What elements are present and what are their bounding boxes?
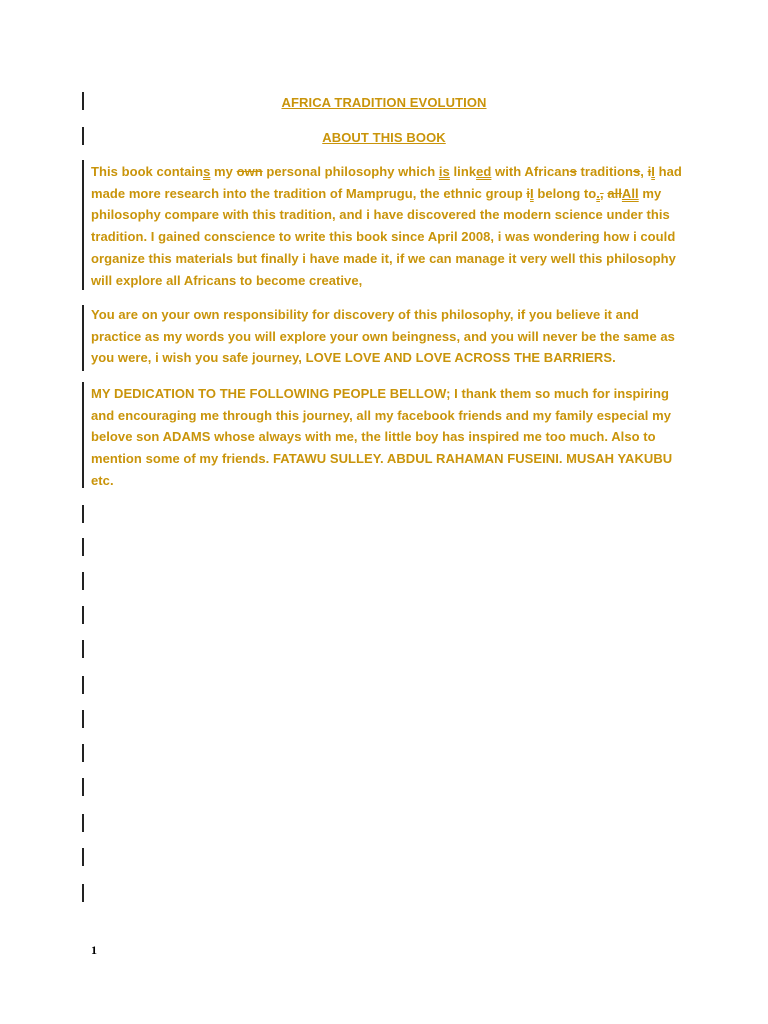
change-bar (82, 848, 84, 866)
change-bar (82, 160, 84, 290)
paragraph-text: my (210, 164, 237, 179)
paragraph-text: had made more research into the tradition of Mamprugu (91, 164, 682, 201)
change-bar (82, 710, 84, 728)
paragraph-responsibility: You are on your own responsibility for discovery of this philosophy, if you believe it and practice as my words you will explore your own beingness, and you will never be the same as you were, i wish you safe journey, LOVE LOVE AND LOVE ACROSS THE BARRIERS. (91, 307, 675, 366)
deleted-text: all (607, 185, 622, 201)
change-bar (82, 606, 84, 624)
page-number: 1 (91, 943, 97, 957)
paragraph-dedication: MY DEDICATION TO THE FOLLOWING PEOPLE BELLOW; I thank them so much for inspiring and encouraging me through this journey, all my facebook friends and my family especial my belove son ADAMS whose always with me, the little boy has inspired me too much. Also to mention some of my friends. FATAWU SULLEY. ABDUL RAHAMAN FUSEINI. MUSAH YAKUBU etc. (91, 386, 673, 488)
change-bar (82, 676, 84, 694)
paragraph-text: , (640, 164, 648, 179)
change-bar (82, 572, 84, 590)
inserted-text: is (438, 164, 450, 179)
paragraph-text: This book contain (91, 164, 204, 179)
change-bar (82, 382, 84, 488)
paragraph-intro (91, 161, 691, 291)
change-bar (82, 505, 84, 523)
deleted-text: , (599, 185, 604, 201)
paragraph-text: tradition (576, 164, 633, 179)
change-bar (82, 814, 84, 832)
change-bar (82, 640, 84, 658)
inserted-text: ed (476, 164, 492, 179)
deleted-text: i (526, 185, 531, 201)
paragraph-text: with African (491, 164, 570, 179)
change-bar (82, 305, 84, 371)
deleted-text: s (632, 164, 641, 179)
change-bar (82, 744, 84, 762)
paragraph-text: personal philosophy which (262, 164, 439, 179)
inserted-text: I (530, 185, 534, 201)
inserted-text: , (412, 185, 417, 201)
document-subtitle: ABOUT THIS BOOK (322, 130, 446, 145)
deleted-text: i (647, 164, 652, 179)
change-bar (82, 538, 84, 556)
deleted-text: own (236, 164, 263, 179)
paragraph-text: belong to (533, 185, 597, 201)
document-title: AFRICA TRADITION EVOLUTION (281, 95, 487, 110)
paragraph-text: the ethnic group (416, 185, 527, 201)
change-bar (82, 884, 84, 902)
paragraph-text: link (449, 164, 477, 179)
inserted-text: s (203, 164, 211, 179)
paragraph-text: my philosophy compare with this tradition, and i have discovered the modern science under this tradition. I gained conscience to write this book since April 2008, i was wondering how i could organize this materials but finally i have made it, if we can manage it very well this philosophy will explore all Africans to become creative, (91, 185, 676, 288)
inserted-text: All (621, 185, 639, 201)
change-bar (82, 778, 84, 796)
inserted-text: I (651, 164, 655, 179)
inserted-text: . (596, 185, 600, 201)
deleted-text: s (569, 164, 577, 179)
